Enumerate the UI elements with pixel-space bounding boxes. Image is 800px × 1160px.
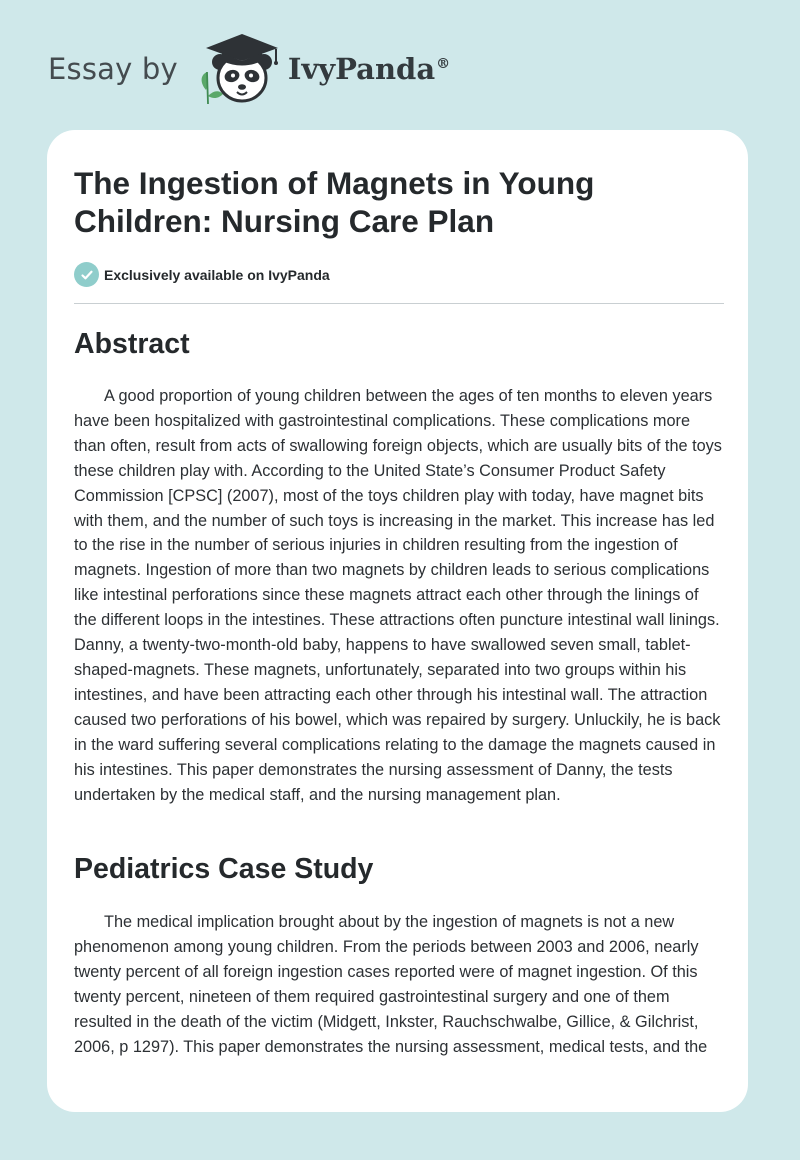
section-paragraph-case-study: The medical implication brought about by the ingestion of magnets is not a new phenomenon among young children. From the periods between 2003 and 2006, nearly twenty percent of all foreign ingestion cases reported were of magnet ingestion. Of this twenty percent, nineteen of them required gastrointestinal surgery and one of them resulted in the death of the victim (Midgett, Inkster, Rauchschwalbe, Gillice, & Gilchrist, 2006, p 1297). This paper demonstrates the nursing assessment, medical tests, and the <box>74 913 708 1056</box>
section-paragraph-abstract: A good proportion of young children between the ages of ten months to eleven years have been hospitalized with gastrointestinal complications. These complications more than often, result from acts of swallowing foreign objects, which are usually bits of the toys these children play with. According to the United State’s Consumer Product Safety Commission [CPSC] (2007), most of the toys children play with today, have magnet bits with them, and the number of such toys is increasing in the market. This increase has led to the rise in the number of serious injuries in children resulting from the ingestion of magnets. Ingestion of more than two magnets by children leads to serious complications like intestinal perforations since these magnets attract each other through the linings of the different loops in the intestines. These attractions often puncture intestinal wall linings. Danny, a twenty-two-month-old baby, happens to have swallowed seven small, tablet-shaped-magnets. These magnets, unfortunately, separated into two groups within his intestines, and have been attracting each other through his intestinal wall. The attraction caused two perforations of his bowel, which was repaired by surgery. Unluckily, he is back in the ward suffering several complications relating to the damage the magnets caused in his intestines. This paper demonstrates the nursing assessment of Danny, the tests undertaken by the medical staff, and the nursing management plan. <box>74 387 722 804</box>
essay-card <box>47 130 748 1112</box>
trademark-symbol: ® <box>436 56 451 73</box>
panda-logo-icon <box>192 28 284 108</box>
brand-header[interactable] <box>48 28 450 108</box>
exclusive-text: Exclusively available on IvyPanda <box>104 266 330 283</box>
brand-name <box>288 52 450 86</box>
exclusive-badge <box>74 262 330 287</box>
divider <box>74 303 724 304</box>
essay-title: The Ingestion of Magnets in Young Children: Nursing Care Plan <box>74 165 595 239</box>
check-icon <box>74 262 99 287</box>
brand-prefix: Essay by <box>48 52 178 86</box>
brand-name-text: IvyPanda <box>287 52 436 86</box>
section-heading-abstract: Abstract <box>74 328 190 360</box>
section-heading-case-study: Pediatrics Case Study <box>74 853 374 885</box>
